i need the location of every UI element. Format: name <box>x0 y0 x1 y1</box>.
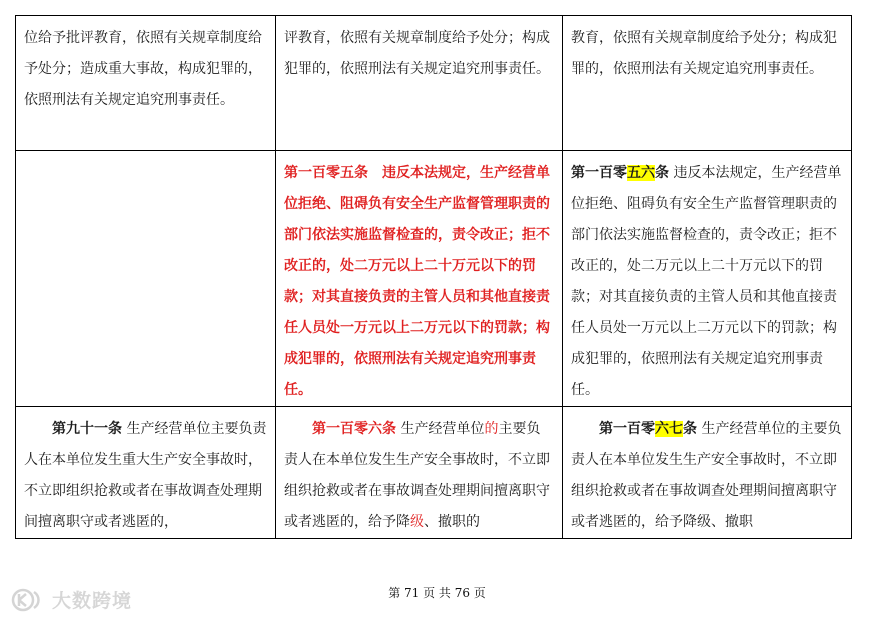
table-row <box>16 407 852 539</box>
article-105-text: 第一百零五条 违反本法规定，生产经营单位拒绝、阻碍负有安全生产监督管理职责的部门依法实施监督检查的，责令改正；拒不改正的，处二万元以上二十万元以下的罚款；对其直接负责的主管人员和其他直接责任人员处一万元以上二万元以下的罚款；构成犯罪的，依照刑法有关规定追究刑事责任。 <box>284 165 550 398</box>
article-text: 生产经营单位的主要负责人在本单位发生生产安全事故时，不立即组织抢救或者在事故调查处理期间擅离职守或者逃匿的，给予降级、撤职 <box>571 421 842 530</box>
watermark-text: 大数跨境 <box>52 590 133 612</box>
cell-new-law <box>563 151 852 407</box>
highlighted-char: 六 <box>655 421 669 437</box>
highlighted-char: 六 <box>641 165 655 181</box>
comparison-table <box>15 15 852 539</box>
cell-draft-law <box>276 407 563 539</box>
cell-text: 位给予批评教育，依照有关规章制度给予处分；造成重大事故，构成犯罪的，依照刑法有关规定追究刑事责任。 <box>24 30 262 108</box>
table-row <box>16 151 852 407</box>
article-text: 违反本法规定，生产经营单位拒绝、阻碍负有安全生产监督管理职责的部门依法实施监督检查的，责令改正；拒不改正的，处二万元以上二十万元以下的罚款；对其直接负责的主管人员和其他直接责任人员处一万元以上二万元以下的罚款；构成犯罪的，依照刑法有关规定追究刑事责任。 <box>571 165 842 398</box>
highlighted-char: 五 <box>627 165 641 181</box>
table-row <box>16 16 852 151</box>
page-number: 第 71 页 共 76 页 <box>388 586 486 600</box>
cell-text: 评教育，依照有关规章制度给予处分；构成犯罪的，依照刑法有关规定追究刑事责任。 <box>284 30 550 77</box>
watermark-logo-icon <box>10 587 46 613</box>
cell-new-law <box>563 407 852 539</box>
cell-old-law <box>16 16 276 151</box>
article-text: 生产经营单位的主要负责人在本单位发生生产安全事故时，不立即组织抢救或者在事故调查处理期间擅离职守或者逃匿的，给予降级、撤职的 <box>284 421 550 530</box>
cell-old-law <box>16 407 276 539</box>
highlighted-char: 七 <box>669 421 683 437</box>
watermark <box>10 586 132 613</box>
cell-new-law <box>563 16 852 151</box>
cell-text: 教育，依照有关规章制度给予处分；构成犯罪的，依照刑法有关规定追究刑事责任。 <box>571 30 837 77</box>
cell-draft-law <box>276 151 563 407</box>
cell-draft-law <box>276 16 563 151</box>
cell-old-law-empty <box>16 151 276 407</box>
article-label: 第九十一条 <box>52 421 122 437</box>
article-label: 第一百零六条 <box>312 421 396 437</box>
article-text: 生产经营单位主要负责人在本单位发生重大生产安全事故时，不立即组织抢救或者在事故调查处理期间擅离职守或者逃匿的， <box>24 421 267 530</box>
article-label: 第一百零五六条 <box>571 165 669 181</box>
article-label: 第一百零六七条 <box>599 421 697 437</box>
